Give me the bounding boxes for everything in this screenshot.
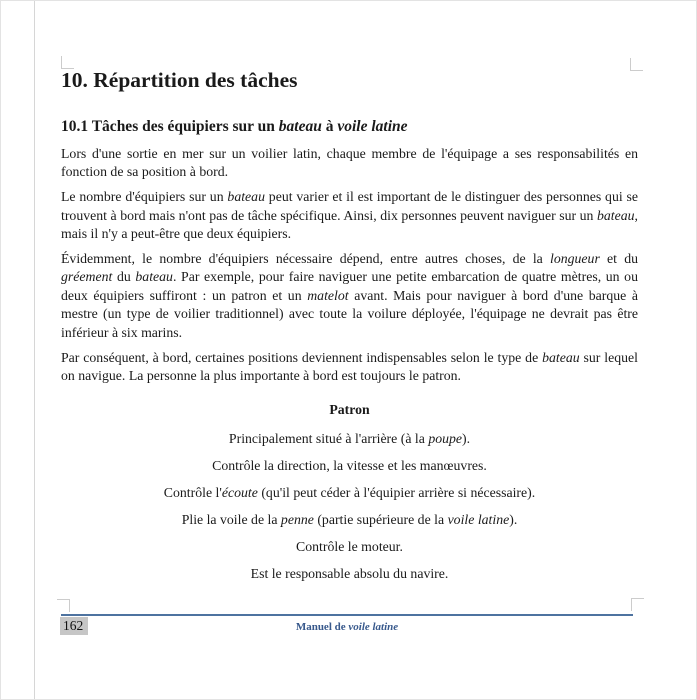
footer-title: Manuel de voile latine xyxy=(295,621,399,633)
page-number-field: 162 xyxy=(60,617,88,635)
role-duty-line: Contrôle le moteur. xyxy=(296,538,403,554)
role-duty-line: Contrôle l'écoute (qu'il peut céder à l'équipier arrière si nécessaire). xyxy=(163,484,536,500)
role-duty-line: Contrôle la direction, la vitesse et les manœuvres. xyxy=(212,457,487,473)
body-paragraph: Le nombre d'équipiers sur un bateau peut varier et il est important de le distinguer des personnes qui se trouvent à bord mais n'ont pas de tâche spécifique. Ainsi, dix personnes peuvent naviguer sur un bateau, mais il n'y a peut-être que deux équipiers. xyxy=(61,189,638,242)
text-area xyxy=(61,67,638,592)
text-boundary-corner-bottom-right xyxy=(631,598,644,611)
body-paragraph: Lors d'une sortie en mer sur un voilier latin, chaque membre de l'équipage a ses responsabilités en fonction de sa position à bord. xyxy=(61,146,638,180)
section-heading: 10.1 Tâches des équipiers sur un bateau à voile latine xyxy=(61,117,408,135)
role-duty-line: Est le responsable absolu du navire. xyxy=(250,565,449,581)
role-heading: Patron xyxy=(329,402,370,418)
footer-separator-rule xyxy=(61,614,633,616)
text-boundary-corner-bottom-left xyxy=(57,599,70,612)
page-edge-line xyxy=(34,1,35,700)
role-duty-line: Plie la voile de la penne (partie supérieure de la voile latine). xyxy=(181,511,518,527)
role-duty-line: Principalement situé à l'arrière (à la poupe). xyxy=(228,430,471,446)
body-paragraph: Évidemment, le nombre d'équipiers nécessaire dépend, entre autres choses, de la longueur et du gréement du bateau. Par exemple, pour faire naviguer une petite embarcation de quatre mètres, un ou deux équipiers suffiront : un patron et un matelot avant. Mais pour naviguer à bord d'une barque à mestre (un type de voilier traditionnel) avec toute la voilure déployée, l'équipage ne devrait pas être inférieur à six marins. xyxy=(61,251,638,340)
chapter-title: 10. Répartition des tâches xyxy=(61,68,298,92)
body-paragraph: Par conséquent, à bord, certaines positions deviennent indispensables selon le type de bateau sur lequel on navigue. La personne la plus importante à bord est toujours le patron. xyxy=(61,349,638,383)
